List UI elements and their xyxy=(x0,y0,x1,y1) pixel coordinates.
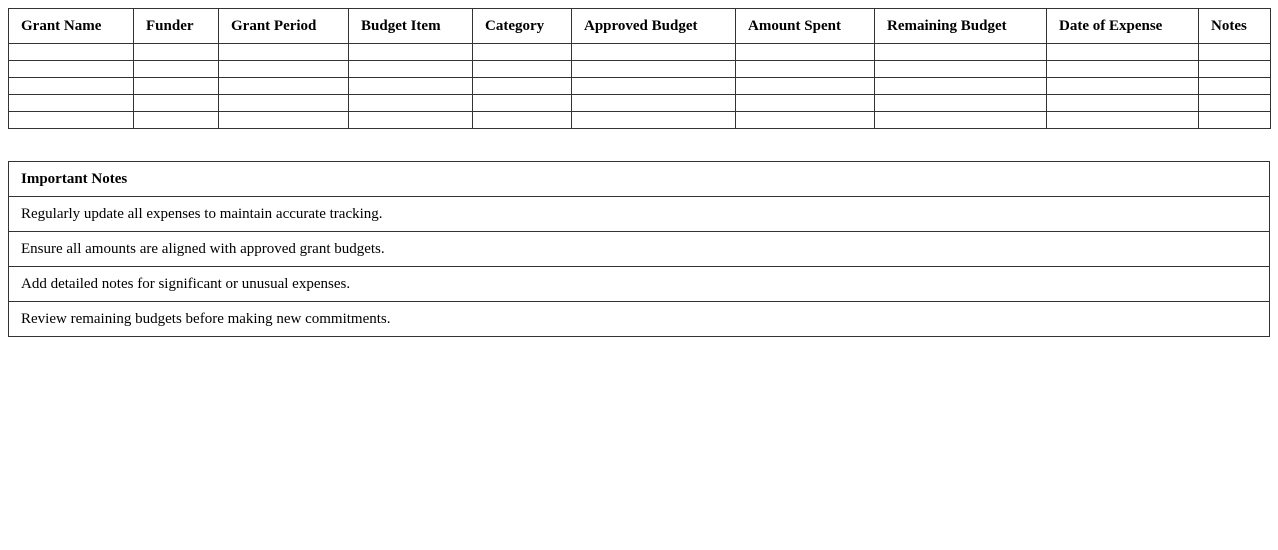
table-row xyxy=(9,61,1271,78)
table-cell[interactable] xyxy=(572,61,736,78)
table-cell[interactable] xyxy=(473,78,572,95)
table-cell[interactable] xyxy=(349,95,473,112)
header-remaining-budget: Remaining Budget xyxy=(875,9,1047,44)
table-cell[interactable] xyxy=(1199,44,1271,61)
table-cell[interactable] xyxy=(473,95,572,112)
table-cell[interactable] xyxy=(875,44,1047,61)
table-cell[interactable] xyxy=(134,44,219,61)
header-amount-spent: Amount Spent xyxy=(736,9,875,44)
table-cell[interactable] xyxy=(1047,44,1199,61)
table-cell[interactable] xyxy=(349,112,473,129)
table-row xyxy=(9,112,1271,129)
table-cell[interactable] xyxy=(736,112,875,129)
table-cell[interactable] xyxy=(134,95,219,112)
table-row xyxy=(9,95,1271,112)
header-notes: Notes xyxy=(1199,9,1271,44)
table-cell[interactable] xyxy=(349,44,473,61)
note-item: Regularly update all expenses to maintain accurate tracking. xyxy=(9,197,1270,232)
table-cell[interactable] xyxy=(219,61,349,78)
table-cell[interactable] xyxy=(473,112,572,129)
table-cell[interactable] xyxy=(1047,78,1199,95)
table-cell[interactable] xyxy=(134,61,219,78)
table-row xyxy=(9,44,1271,61)
table-cell[interactable] xyxy=(349,61,473,78)
table-cell[interactable] xyxy=(736,78,875,95)
table-cell[interactable] xyxy=(875,112,1047,129)
table-cell[interactable] xyxy=(875,95,1047,112)
table-cell[interactable] xyxy=(219,112,349,129)
table-cell[interactable] xyxy=(736,61,875,78)
table-cell[interactable] xyxy=(572,78,736,95)
table-cell[interactable] xyxy=(9,44,134,61)
table-cell[interactable] xyxy=(219,78,349,95)
table-cell[interactable] xyxy=(473,44,572,61)
table-cell[interactable] xyxy=(9,112,134,129)
table-cell[interactable] xyxy=(1047,112,1199,129)
header-funder: Funder xyxy=(134,9,219,44)
notes-title: Important Notes xyxy=(9,162,1270,197)
note-item: Add detailed notes for significant or unusual expenses. xyxy=(9,267,1270,302)
header-budget-item: Budget Item xyxy=(349,9,473,44)
grant-budget-table xyxy=(8,8,1271,129)
table-cell[interactable] xyxy=(572,44,736,61)
table-cell[interactable] xyxy=(1047,61,1199,78)
header-row xyxy=(9,9,1271,44)
header-grant-name: Grant Name xyxy=(9,9,134,44)
note-item: Review remaining budgets before making new commitments. xyxy=(9,302,1270,337)
important-notes-table xyxy=(8,161,1270,337)
note-item: Ensure all amounts are aligned with approved grant budgets. xyxy=(9,232,1270,267)
table-cell[interactable] xyxy=(349,78,473,95)
header-category: Category xyxy=(473,9,572,44)
table-cell[interactable] xyxy=(9,78,134,95)
table-cell[interactable] xyxy=(875,78,1047,95)
table-cell[interactable] xyxy=(572,112,736,129)
table-cell[interactable] xyxy=(736,95,875,112)
table-row xyxy=(9,78,1271,95)
table-cell[interactable] xyxy=(572,95,736,112)
table-cell[interactable] xyxy=(9,95,134,112)
header-approved-budget: Approved Budget xyxy=(572,9,736,44)
table-cell[interactable] xyxy=(736,44,875,61)
table-cell[interactable] xyxy=(473,61,572,78)
table-cell[interactable] xyxy=(1199,112,1271,129)
header-grant-period: Grant Period xyxy=(219,9,349,44)
table-cell[interactable] xyxy=(1199,95,1271,112)
table-cell[interactable] xyxy=(1199,61,1271,78)
table-cell[interactable] xyxy=(9,61,134,78)
header-date-of-expense: Date of Expense xyxy=(1047,9,1199,44)
table-cell[interactable] xyxy=(1047,95,1199,112)
table-cell[interactable] xyxy=(134,112,219,129)
table-cell[interactable] xyxy=(134,78,219,95)
table-cell[interactable] xyxy=(219,44,349,61)
table-cell[interactable] xyxy=(1199,78,1271,95)
table-cell[interactable] xyxy=(875,61,1047,78)
table-cell[interactable] xyxy=(219,95,349,112)
